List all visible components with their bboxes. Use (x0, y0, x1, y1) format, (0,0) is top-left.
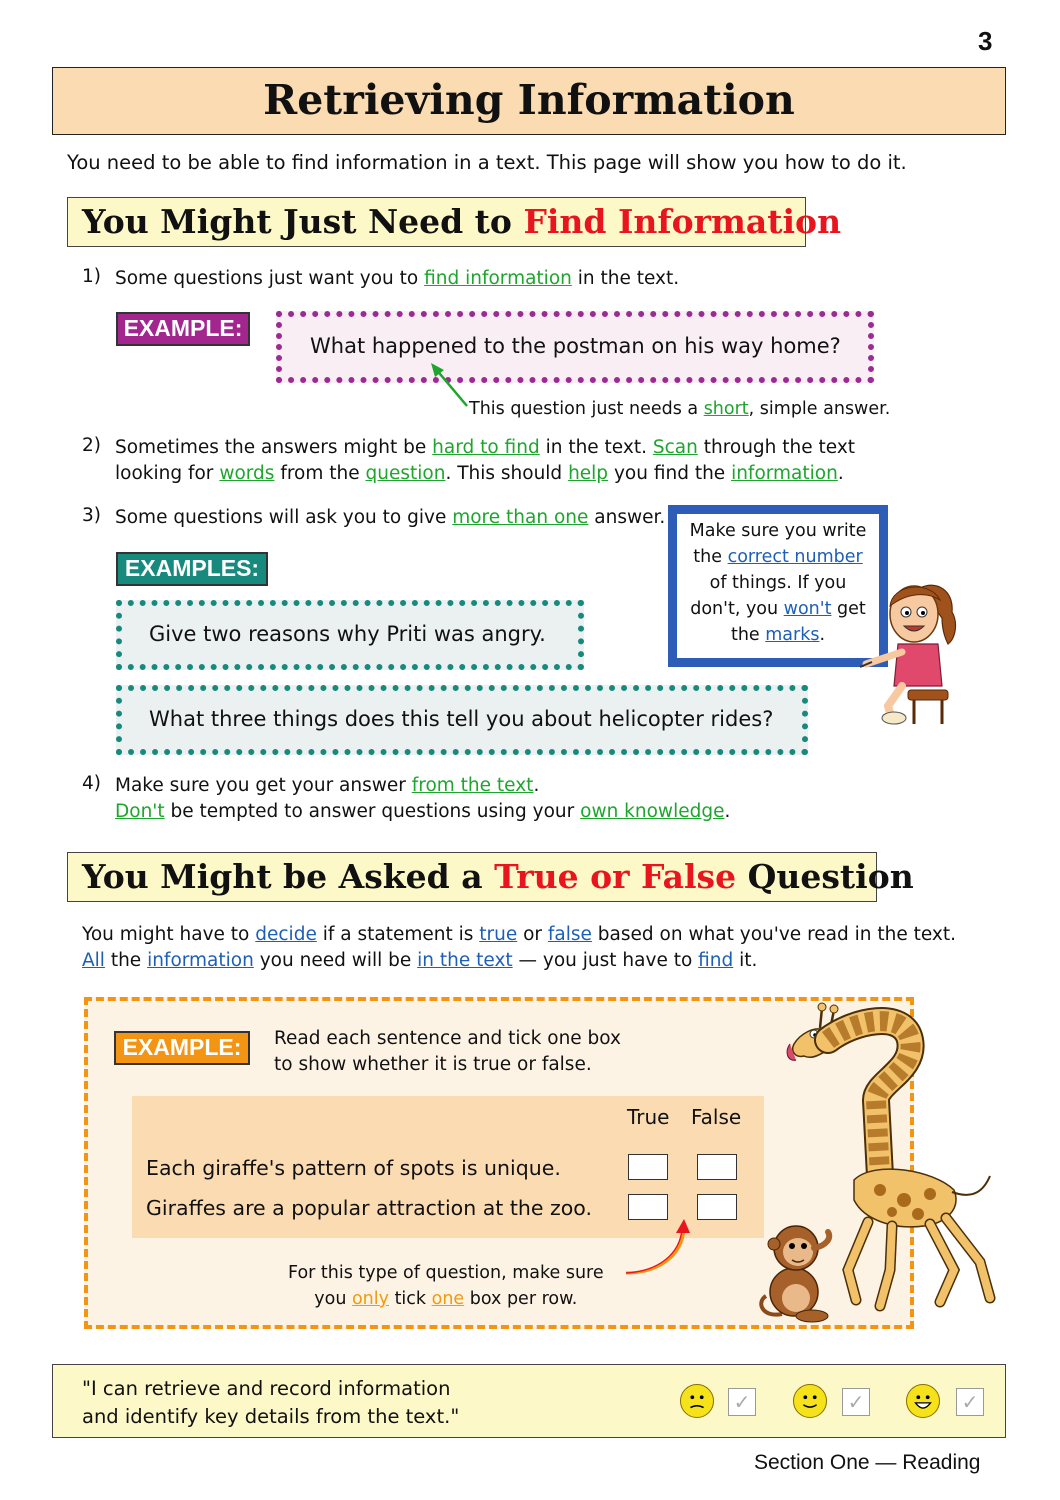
very-happy-face-icon (906, 1384, 940, 1418)
true-checkbox[interactable] (628, 1154, 668, 1180)
point3-text: Some questions will ask you to give more than one answer. (115, 507, 666, 528)
example-label: EXAMPLE: (114, 1031, 250, 1065)
true-false-note: For this type of question, make sure you only tick one box per row. (288, 1263, 604, 1309)
point1-number: 1) (82, 266, 101, 287)
curved-arrow-icon (620, 1215, 695, 1280)
point2-text: Sometimes the answers might be hard to find in the text. Scan through the text looking for words from the question. This should help you find the information. (115, 437, 856, 484)
section-footer: Section One — Reading (754, 1451, 981, 1474)
tick-box[interactable]: ✓ (956, 1388, 984, 1416)
point4-number: 4) (82, 773, 101, 794)
self-assessment-statement: "I can retrieve and record information and identify key details from the text." (82, 1377, 460, 1428)
example-question: What happened to the postman on his way home? (310, 334, 841, 358)
heading1-part1: You Might Just Need to (82, 202, 524, 241)
page-title: Retrieving Information (263, 76, 795, 124)
example-instructions: Read each sentence and tick one box to show whether it is true or false. (274, 1028, 621, 1075)
true-false-intro: You might have to decide if a statement is true or false based on what you've read in the text. All the information you need will be in the text — you just have to find it. (82, 924, 956, 971)
example-label: EXAMPLE: (116, 312, 250, 346)
tip-text: Make sure you write the correct number of things. If you don't, you won't get the marks. (677, 514, 879, 658)
heading1-part2: Find Information (523, 202, 842, 241)
section-heading-find-information (67, 197, 842, 247)
intro-text: You need to be able to find information in a text. This page will show you how to do it. (67, 151, 907, 174)
false-checkbox[interactable] (697, 1194, 737, 1220)
statement-row: Each giraffe's pattern of spots is unique. (146, 1156, 561, 1180)
point3-number: 3) (82, 505, 101, 526)
point2-number: 2) (82, 435, 101, 456)
example-question: What three things does this tell you about helicopter rides? (149, 707, 774, 731)
happy-face-icon (793, 1384, 827, 1418)
girl-illustration (858, 578, 958, 728)
example-question-box (116, 600, 584, 670)
tick-box[interactable]: ✓ (842, 1388, 870, 1416)
giraffe-illustration (784, 1000, 1004, 1320)
false-checkbox[interactable] (697, 1154, 737, 1180)
statement-row: Giraffes are a popular attraction at the zoo. (146, 1196, 592, 1220)
column-header-false: False (691, 1105, 742, 1129)
example-question: Give two reasons why Priti was angry. (149, 622, 546, 646)
point4-text: Make sure you get your answer from the text. Don't be tempted to answer questions using your own knowledge. (115, 775, 731, 822)
unsure-face-icon (680, 1384, 714, 1418)
page-number: 3 (978, 26, 993, 56)
tick-box[interactable]: ✓ (728, 1388, 756, 1416)
column-header-true: True (627, 1105, 670, 1129)
examples-label: EXAMPLES: (116, 552, 268, 586)
arrow-icon (425, 360, 475, 412)
example-question-box (276, 311, 874, 383)
question-note: This question just needs a short, simple answer. (469, 399, 891, 419)
tip-box (668, 505, 888, 667)
example-question-box (116, 685, 808, 755)
section-heading-true-or-false: You Might be Asked a True or False Question (67, 852, 877, 902)
point1-text: Some questions just want you to find information in the text. (115, 268, 680, 289)
point1-link: find information (424, 268, 572, 289)
